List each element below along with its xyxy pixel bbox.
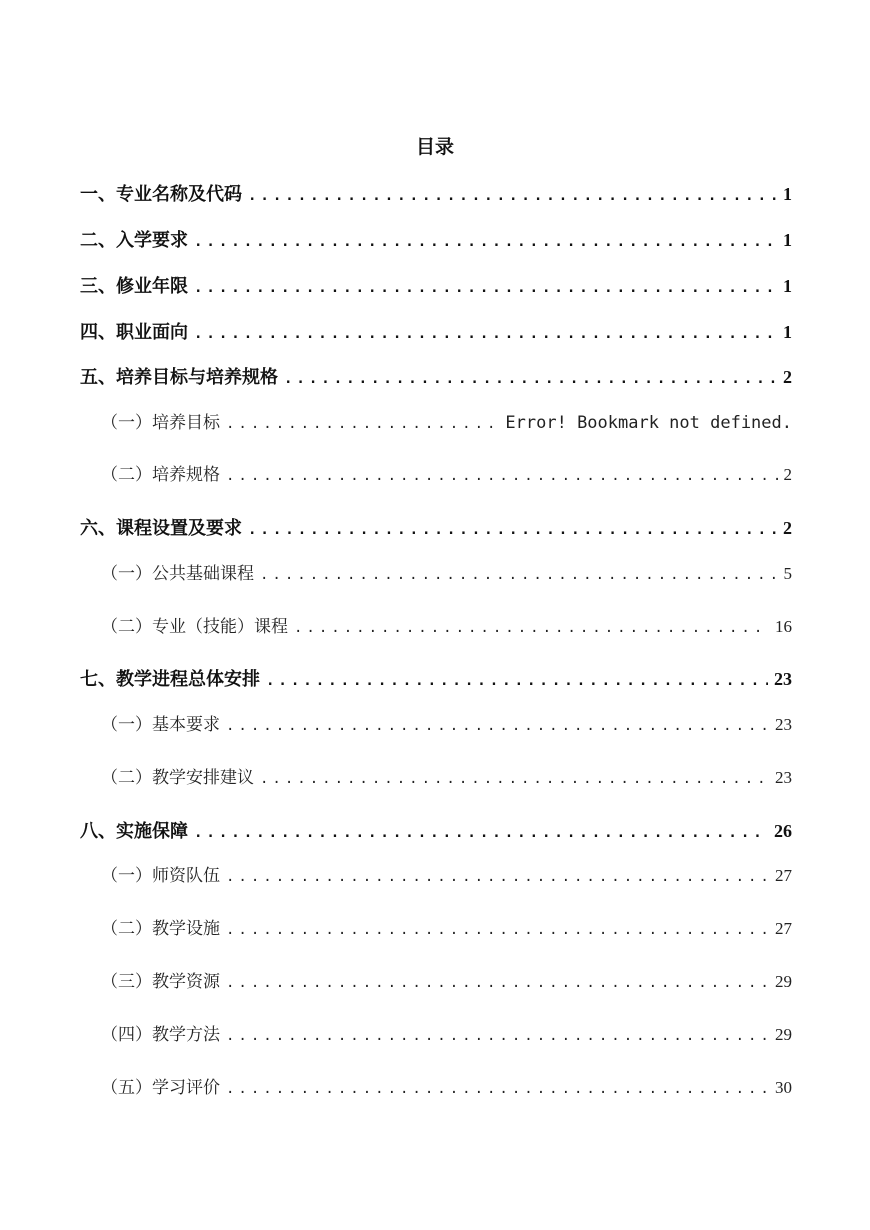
toc-entry-8-3[interactable]	[101, 969, 792, 996]
toc-title: 目录	[415, 136, 454, 158]
toc-entry-7-1[interactable]	[101, 712, 792, 739]
toc-dot-leader	[194, 820, 768, 846]
toc-page-number: 1	[783, 184, 792, 204]
toc-page-number: 23	[774, 669, 792, 689]
toc-entry-label: 二、入学要求	[80, 230, 188, 251]
toc-page-number: 2	[783, 518, 792, 538]
toc-dot-leader	[260, 562, 778, 588]
toc-entry-label: （三）教学资源	[101, 972, 220, 992]
toc-dot-leader	[294, 615, 769, 641]
toc-bookmark-error: Error! Bookmark not defined.	[505, 413, 792, 433]
toc-page-number: 30	[775, 1078, 792, 1097]
toc-dot-leader	[226, 463, 778, 489]
toc-entry-label: （一）基本要求	[101, 715, 220, 735]
toc-page-number: 5	[783, 564, 792, 583]
toc-entry-7-2[interactable]	[101, 765, 792, 792]
toc-dot-leader	[194, 321, 777, 347]
toc-page-number: 29	[775, 1025, 792, 1044]
toc-dot-leader	[248, 183, 777, 209]
toc-dot-leader	[226, 713, 769, 739]
toc-entry-label: （二）专业（技能）课程	[101, 617, 288, 637]
toc-page-number: 16	[775, 617, 792, 636]
toc-page-number: 1	[783, 276, 792, 296]
toc-entry-5-2[interactable]	[101, 462, 792, 489]
toc-dot-leader	[194, 275, 777, 301]
toc-entry-8[interactable]	[80, 818, 792, 846]
toc-dot-leader	[260, 766, 769, 792]
toc-entry-5-1[interactable]	[101, 410, 792, 437]
toc-entry-label: （一）公共基础课程	[101, 564, 254, 584]
toc-dot-leader	[226, 917, 769, 943]
toc-dot-leader	[266, 668, 768, 694]
toc-page-number: 23	[775, 715, 792, 734]
toc-entry-label: 五、培养目标与培养规格	[80, 367, 278, 388]
toc-dot-leader	[194, 229, 777, 255]
toc-entry-label: （二）教学设施	[101, 919, 220, 939]
toc-page-number: 1	[783, 322, 792, 342]
toc-entry-8-1[interactable]	[101, 863, 792, 890]
toc-dot-leader	[226, 1076, 769, 1102]
toc-dot-leader	[226, 411, 495, 437]
toc-entry-label: 一、专业名称及代码	[80, 184, 242, 205]
toc-dot-leader	[284, 366, 777, 392]
toc-entry-label: 八、实施保障	[80, 821, 188, 842]
toc-entry-8-5[interactable]	[101, 1075, 792, 1102]
toc-dot-leader	[226, 1023, 769, 1049]
toc-entry-label: 六、课程设置及要求	[80, 518, 242, 539]
toc-entry-5[interactable]	[80, 364, 792, 392]
toc-dot-leader	[226, 970, 769, 996]
toc-page-number: 26	[774, 821, 792, 841]
toc-entry-label: 四、职业面向	[80, 322, 188, 343]
toc-entry-6-1[interactable]	[101, 561, 792, 588]
toc-page-number: 2	[783, 465, 792, 484]
toc-page-number: 23	[775, 768, 792, 787]
toc-entry-label: 七、教学进程总体安排	[80, 669, 260, 690]
toc-entry-2[interactable]	[80, 227, 792, 255]
toc-entry-label: （一）培养目标	[101, 413, 220, 433]
toc-entry-label: （五）学习评价	[101, 1078, 220, 1098]
toc-entry-label: （二）教学安排建议	[101, 768, 254, 788]
toc-page-number: 2	[783, 367, 792, 387]
toc-page-number: 27	[775, 866, 792, 885]
toc-entry-8-2[interactable]	[101, 916, 792, 943]
toc-entry-1[interactable]	[80, 181, 792, 209]
toc-entry-label: （二）培养规格	[101, 465, 220, 485]
toc-entry-label: （一）师资队伍	[101, 866, 220, 886]
toc-entry-6[interactable]	[80, 515, 792, 543]
toc-page-number: 29	[775, 972, 792, 991]
toc-dot-leader	[248, 517, 777, 543]
toc-entry-8-4[interactable]	[101, 1022, 792, 1049]
toc-dot-leader	[226, 864, 769, 890]
toc-entry-label: 三、修业年限	[80, 276, 188, 297]
toc-entry-label: （四）教学方法	[101, 1025, 220, 1045]
toc-page-number: 1	[783, 230, 792, 250]
toc-entry-7[interactable]	[80, 666, 792, 694]
toc-entry-3[interactable]	[80, 273, 792, 301]
toc-entry-6-2[interactable]	[101, 614, 792, 641]
toc-entry-4[interactable]	[80, 319, 792, 347]
toc-page-number: 27	[775, 919, 792, 938]
